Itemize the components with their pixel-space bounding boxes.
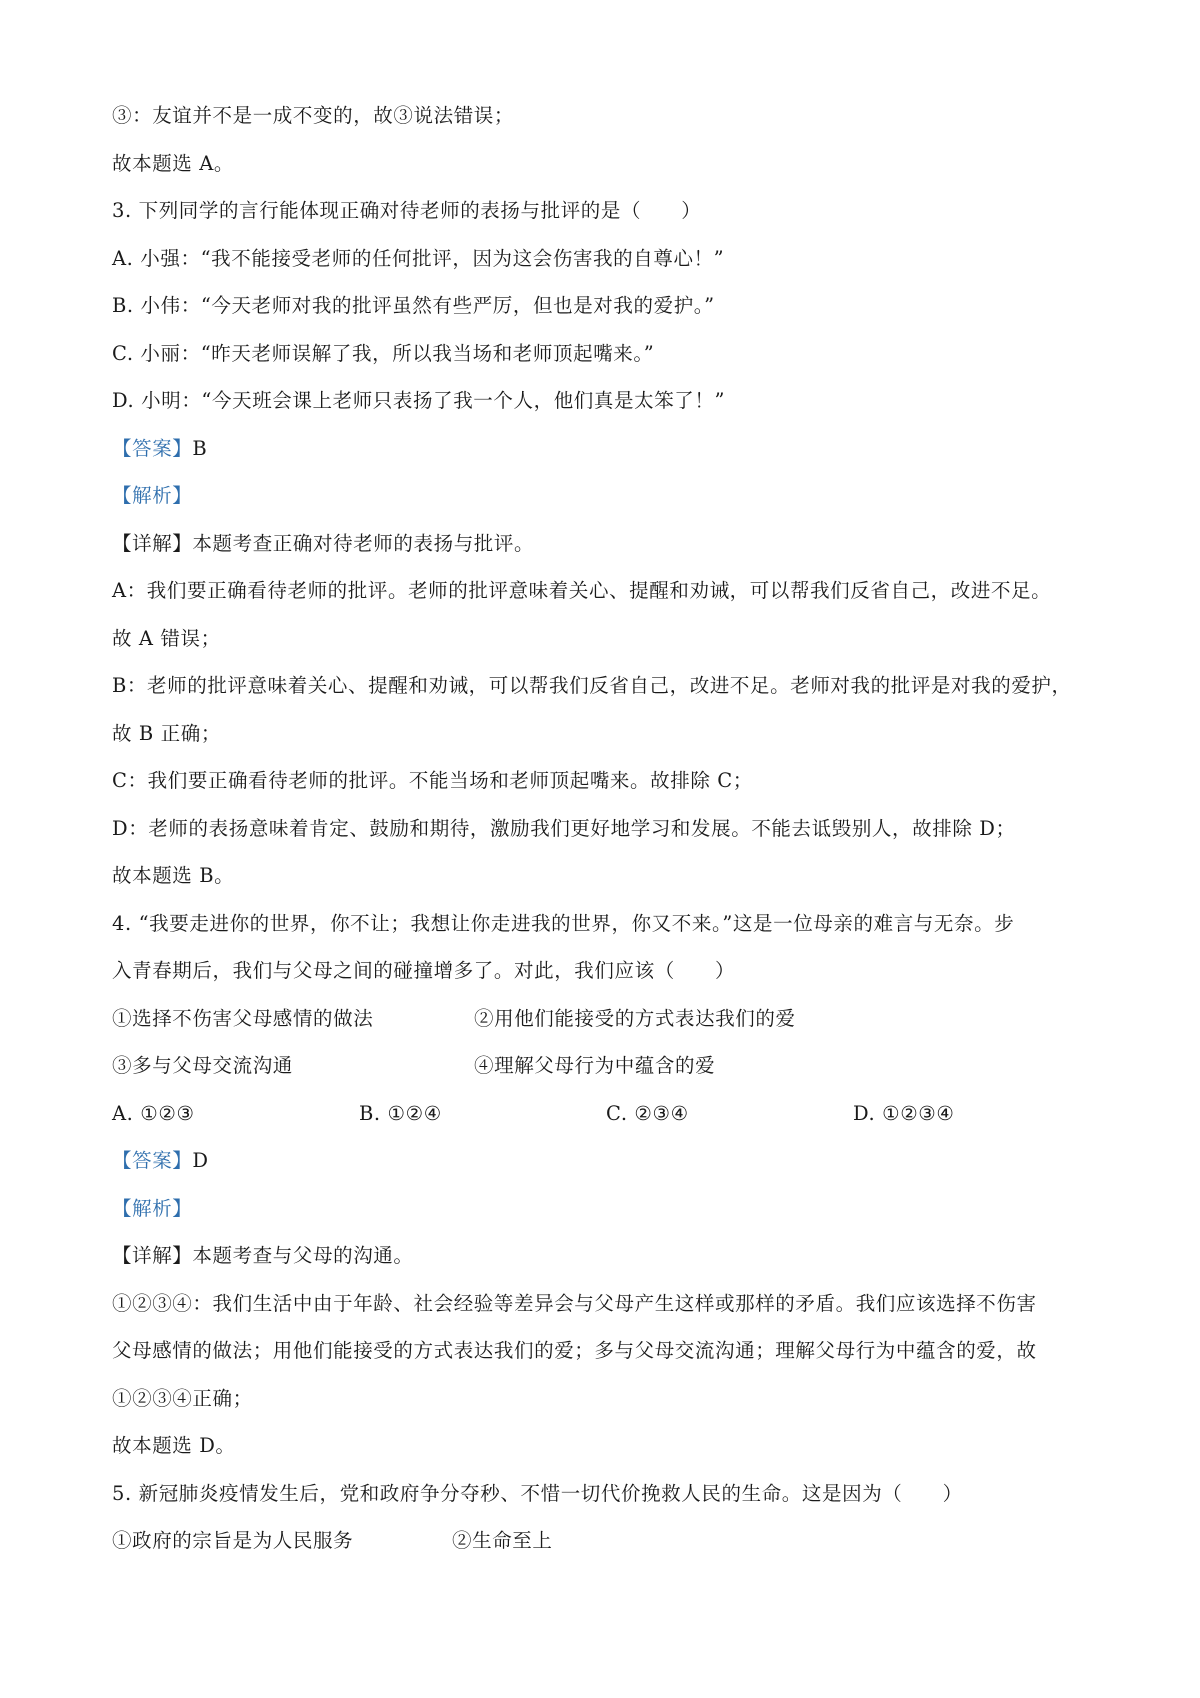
analysis-tag: 【解析】 bbox=[112, 1196, 193, 1220]
detail-line: 【详解】本题考查正确对待老师的表扬与批评。 bbox=[112, 531, 535, 555]
answer-tag: 【答案】 bbox=[112, 1149, 193, 1172]
question-4-stem: 4. “我要走进你的世界，你不让；我想让你走进我的世界，你又不来。”这是一位母亲的难言与无奈。步 bbox=[112, 911, 1015, 935]
option-c: C. ②③④ bbox=[606, 1101, 689, 1125]
explanation-line: ①②③④正确； bbox=[112, 1386, 253, 1410]
answer-value: B bbox=[192, 436, 208, 460]
option-b: B. 小伟：“今天老师对我的批评虽然有些严厉，但也是对我的爱护。” bbox=[112, 294, 715, 317]
explanation-line: 故 B 正确； bbox=[112, 721, 221, 745]
statement: ①选择不伤害父母感情的做法 bbox=[112, 1006, 374, 1030]
text-line: 故本题选 A。 bbox=[112, 151, 234, 175]
explanation-line: 故本题选 B。 bbox=[112, 864, 235, 887]
document-page bbox=[112, 92, 1102, 1565]
explanation-line: 故 A 错误； bbox=[112, 626, 221, 650]
explanation-line: 父母感情的做法；用他们能接受的方式表达我们的爱；多与父母交流沟通；理解父母行为中蕴含的爱，故 bbox=[112, 1339, 1037, 1362]
analysis-tag: 【解析】 bbox=[112, 484, 193, 507]
statement: ①政府的宗旨是为人民服务 bbox=[112, 1529, 354, 1552]
answer-tag: 【答案】 bbox=[112, 436, 193, 460]
statement: ④理解父母行为中蕴含的爱 bbox=[474, 1054, 716, 1077]
explanation-line: C：我们要正确看待老师的批评。不能当场和老师顶起嘴来。故排除 C； bbox=[112, 769, 753, 792]
statement-row bbox=[112, 1517, 1102, 1565]
option-a: A. ①②③ bbox=[112, 1101, 195, 1125]
statement-row bbox=[112, 995, 1102, 1043]
explanation-line: D：老师的表扬意味着肯定、鼓励和期待，激励我们更好地学习和发展。不能去诋毁别人，故排除 D； bbox=[112, 816, 1016, 840]
explanation-line: B：老师的批评意味着关心、提醒和劝诫，可以帮我们反省自己，改进不足。老师对我的批评是对我的爱护， bbox=[112, 674, 1072, 697]
statement-row bbox=[112, 1042, 1102, 1090]
answer-value: D bbox=[192, 1149, 209, 1172]
options-row bbox=[112, 1090, 1102, 1138]
statement: ③多与父母交流沟通 bbox=[112, 1054, 293, 1077]
explanation-line: A：我们要正确看待老师的批评。老师的批评意味着关心、提醒和劝诫，可以帮我们反省自己，改进不足。 bbox=[112, 579, 1052, 602]
question-3-stem: 3. 下列同学的言行能体现正确对待老师的表扬与批评的是（ ） bbox=[112, 199, 702, 222]
explanation-line: ①②③④：我们生活中由于年龄、社会经验等差异会与父母产生这样或那样的矛盾。我们应该选择不伤害 bbox=[112, 1291, 1037, 1315]
option-d: D. ①②③④ bbox=[853, 1101, 955, 1125]
option-c: C. 小丽：“昨天老师误解了我，所以我当场和老师顶起嘴来。” bbox=[112, 341, 655, 365]
detail-line: 【详解】本题考查与父母的沟通。 bbox=[112, 1244, 414, 1267]
answer-line bbox=[112, 1137, 1102, 1185]
statement: ②生命至上 bbox=[452, 1529, 553, 1552]
text-line: ③：友谊并不是一成不变的，故③说法错误； bbox=[112, 104, 515, 127]
option-a: A. 小强：“我不能接受老师的任何批评，因为这会伤害我的自尊心！” bbox=[112, 246, 725, 270]
explanation-line: 故本题选 D。 bbox=[112, 1434, 236, 1457]
question-5-stem: 5. 新冠肺炎疫情发生后，党和政府争分夺秒、不惜一切代价挽救人民的生命。这是因为（ ） bbox=[112, 1481, 963, 1505]
answer-line bbox=[112, 425, 1102, 473]
option-d: D. 小明：“今天班会课上老师只表扬了我一个人，他们真是太笨了！” bbox=[112, 389, 726, 412]
option-b: B. ①②④ bbox=[359, 1101, 442, 1125]
question-4-stem: 入青春期后，我们与父母之间的碰撞增多了。对此，我们应该（ ） bbox=[112, 959, 736, 982]
statement: ②用他们能接受的方式表达我们的爱 bbox=[474, 1006, 796, 1030]
